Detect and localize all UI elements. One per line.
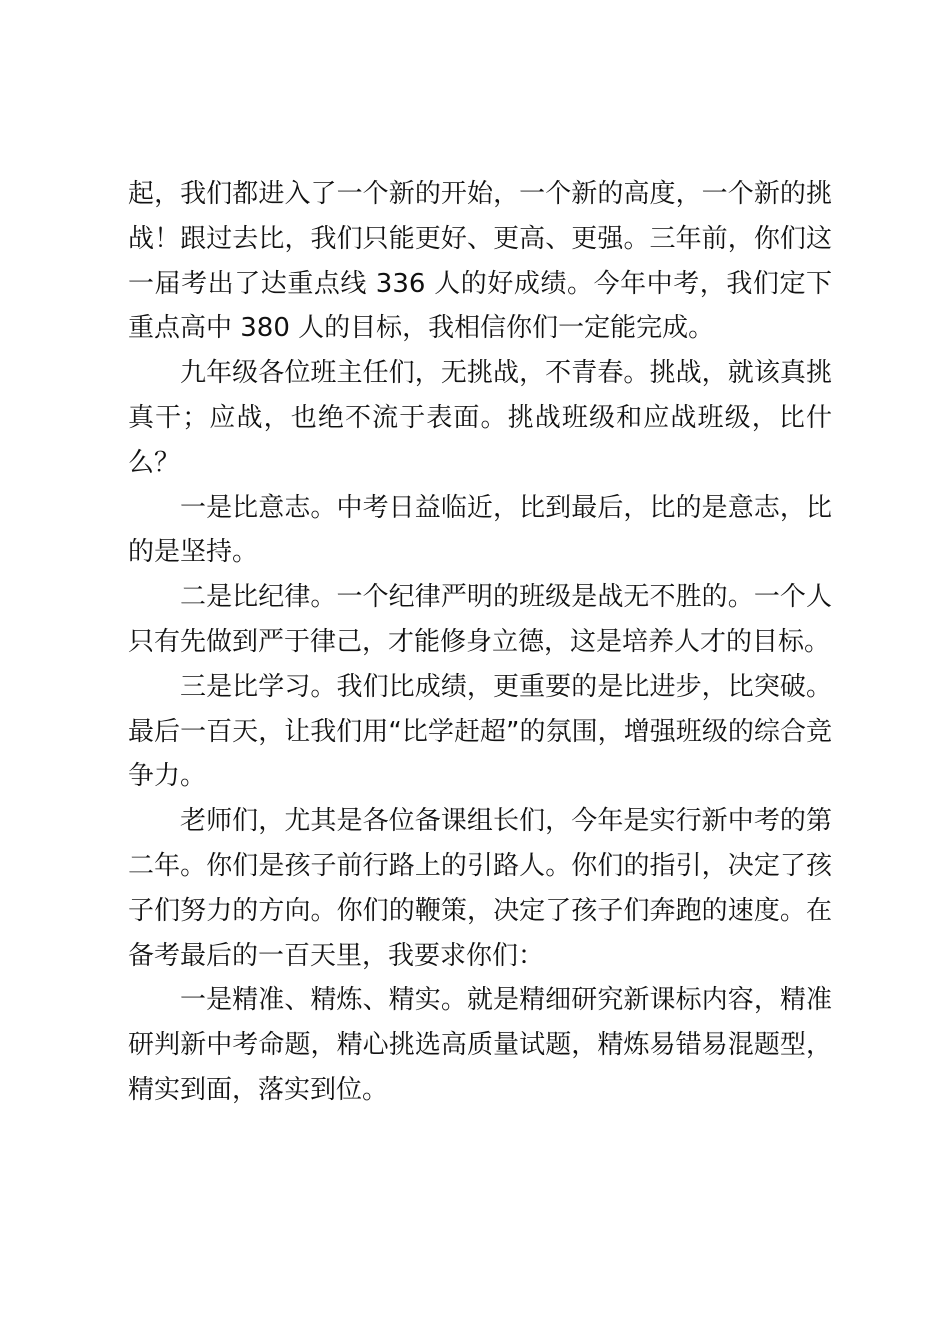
paragraph-precision: 一是精准、精炼、精实。就是精细研究新课标内容，精准研判新中考命题，精心挑选高质量试题，精炼易错易混题型，精实到面，落实到位。 <box>128 985 832 1105</box>
document-body <box>128 172 832 1113</box>
paragraph-willpower: 一是比意志。中考日益临近，比到最后，比的是意志，比的是坚持。 <box>128 492 832 568</box>
paragraph-discipline: 二是比纪律。一个纪律严明的班级是战无不胜的。一个人只有先做到严于律己，才能修身立德，这是培养人才的目标。 <box>128 582 832 657</box>
paragraph-study: 三是比学习。我们比成绩，更重要的是比进步，比突破。最后一百天，让我们用“比学赶超”的氛围，增强班级的综合竞争力。 <box>128 671 832 792</box>
paragraph-class-teachers: 九年级各位班主任们，无挑战，不青春。挑战，就该真挑真干；应战，也绝不流于表面。挑战班级和应战班级，比什么？ <box>128 358 832 478</box>
paragraph-continuation: 起，我们都进入了一个新的开始，一个新的高度，一个新的挑战！跟过去比，我们只能更好、更高、更强。三年前，你们这一届考出了达重点线 336 人的好成绩。今年中考，我们定下重点高中 380 人的目标，我相信你们一定能完成。 <box>128 179 832 344</box>
paragraph-teachers: 老师们，尤其是各位备课组长们，今年是实行新中考的第二年。你们是孩子前行路上的引路人。你们的指引，决定了孩子们努力的方向。你们的鞭策，决定了孩子们奔跑的速度。在备考最后的一百天里，我要求你们： <box>128 806 832 971</box>
